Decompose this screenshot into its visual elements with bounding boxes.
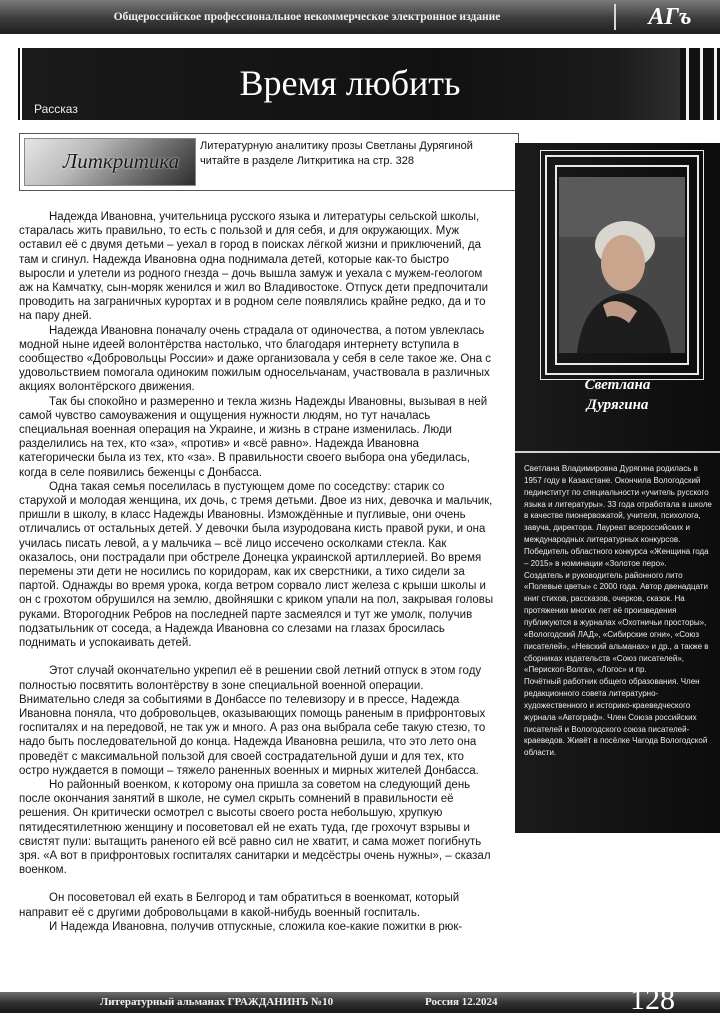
article-paragraph: Этот случай окончательно укрепил её в решении свой летний отпуск в этом году полностью посвятить волонтёрству в зоне специальной военной операции. Внимательно следя за событиями в Донбассе по телевизору и в прессе, Надежда Ивановна поняла, что добровольцев, оказывающих помощь раненым в прифронтовых госпиталях и на передовой, не так уж и много. А раз она выбрала себе такую стезю, то надо быть последовательной до конца. Надежда Ивановна решила, что это лето она проведёт с максимальной пользой для своей сострадательной души и для тех, кто остро нуждается в помощи – тяжело раненных военных и мирных жителей Донбасса. xyxy=(19,665,486,777)
author-first-name: Светлана xyxy=(584,377,651,393)
litkritika-logo-label: Литкритика xyxy=(63,149,180,173)
litkritika-logo xyxy=(24,138,196,186)
author-photo-frame xyxy=(545,155,699,375)
article-paragraph: Надежда Ивановна, учительница русского языка и литературы сельской школы, старалась жить правильно, то есть с пользой и для себя, и для окружающих. Муж оставил её с двумя детьми – уехал в город в поисках лёгкой жизни и приключений, да там и сгинул. Надежда Ивановна одна поднимала детей, которые как-то быстро выросли и улетели из родного гнезда – дочь вышла замуж и уехала с мужем-геологом аж на Камчатку, сын-моряк женился и жил во Владивостоке. Отпуск дети предпочитали проводить на заграничных курортах и в родном селе появлялись крайне редко, да и то на пару дней. xyxy=(19,211,489,323)
footer-almanac: Литературный альманах ГРАЖДАНИНЪ №10 xyxy=(100,996,334,1008)
article-paragraph: Надежда Ивановна поначалу очень страдала от одиночества, а потом увлеклась модной ныне идеей волонтёрства настолько, что благодаря интернету вступила в сообщество «Добровольцы России» и даже организовала у себя в селе такое же. Она с удовольствием помогала одиноким пожилым односельчанам, участвовала в различных акциях волонтёрского движения. xyxy=(19,324,492,394)
title-band xyxy=(18,48,720,120)
article-paragraph: Но районный военком, к которому она пришла за советом на следующий день после окончания занятий в школе, не сумел скрыть сомнений в правильности её решения. Он критически осмотрел с высоты своего роста небольшую, хрупкую пятидесятилетнюю женщину и посоветовал ей не ехать туда, где грохочут взрывы и свистят пули: вытащить раненого ей всё равно сил не хватит, и сама может погибнуть зря. «А вот в прифронтовых госпиталях санитарки и медсёстры очень нужны», – сказал военком. xyxy=(19,778,491,877)
bio-paragraph: Почётный работник общего образования. Член редакционного совета литературно-художественного и историко-краеведческого журнала «Автограф». Член Союза российских писателей и Вологодского союза писателей-краеведов. Живёт в посёлке Чагода Вологодской области. xyxy=(524,677,708,758)
footer-bar xyxy=(0,992,720,1013)
title-band-stripes xyxy=(680,48,720,120)
publication-line: Общероссийское профессиональное некоммерческое электронное издание xyxy=(113,11,501,23)
bio-divider xyxy=(515,451,720,453)
litkritika-note: Литературную аналитику прозы Светланы Дурягиной читайте в разделе Литкритика на стр. 328 xyxy=(200,140,473,167)
article-paragraph: И Надежда Ивановна, получив отпускные, сложила кое-какие пожитки в рюк- xyxy=(49,920,463,933)
article-paragraph: Одна такая семья поселилась в пустующем доме по соседству: старик со старухой и молодая женщина, их дочь, с тремя детьми. Двое из них, девочка и мальчик, пришли в школу, в класс Надежды Ивановны. Измождённые и пугливые, они очень отличались от остальных детей. У девочки была изуродована кисть правой руки, и она училась писать левой, а у мальчика – всё лицо иссечено осколками стекла. Как оказалось, они пострадали при обстреле Донецка украинской артиллерией. Во время перемены эти дети не носились по коридорам, как их сверстники, а тихо сидели за партой. Однажды во время урока, когда ветром сорвало лист железа с крыши школы и он с грохотом обрушился на землю, двойняшки с криком упали на пол, закрывая головы руками. Второгодник Ребров на последней парте засмеялся и тут же умолк, получив подзатыльник от соседа, а Надежда Ивановна со слезами на глазах бросилась поднимать и успокаивать детей. xyxy=(19,480,494,650)
author-bio xyxy=(524,463,714,759)
litkritika-reference-box xyxy=(19,133,519,191)
page-number: 128 xyxy=(630,983,675,1016)
bio-paragraph: Светлана Владимировна Дурягина родилась в 1957 году в Казахстане. Окончила Вологодский пединститут по специальности «учитель русского языка и литературы». 33 года отработала в школе в качестве пионервожатой, учителя, психолога, завуча, директора. Лауреат всероссийских и международных литературных конкурсов. Победитель областного конкурса «Женщина года – 2015» в номинации «Золотое перо». xyxy=(524,464,712,568)
magazine-logo: АГъ xyxy=(648,4,692,30)
author-portrait xyxy=(559,177,685,353)
article-paragraph: Он посоветовал ей ехать в Белгород и там обратиться в военкомат, который направит её с другими добровольцами в какой-нибудь военный госпиталь. xyxy=(19,892,460,919)
rubric-label: Рассказ xyxy=(34,102,78,116)
footer-date: Россия 12.2024 xyxy=(425,996,498,1008)
page-title: Время любить xyxy=(239,63,461,103)
author-last-name: Дурягина xyxy=(586,397,649,413)
article-body xyxy=(19,210,495,934)
header-divider xyxy=(614,4,616,30)
portrait-image xyxy=(559,177,685,353)
author-name xyxy=(515,375,720,415)
top-header-bar xyxy=(0,0,720,34)
author-sidebar xyxy=(515,143,720,833)
article-paragraph: Так бы спокойно и размеренно и текла жизнь Надежды Ивановны, вызывая в ней самой чувство самоуважения и ощущения нужности людям, но тут началась специальная военная операция на Украине, и жизнь в стране изменилась. Люди разделились на тех, кто «за», «против» и «всё равно». Надежда Ивановна категорически была из тех, кто «за». В правильности своего выбора она убедилась, когда в селе появились беженцы с Донбасса. xyxy=(19,395,488,479)
bio-paragraph: Создатель и руководитель районного лито «Полевые цветы» с 2000 года. Автор двенадцати книг стихов, рассказов, очерков, сказок. На протяжении многих лет её произведения публикуются в журналах «Охотничьи просторы», «Вологодский ЛАД», «Сибирские огни», «Союз писателей», «Невский альманах» и др., а также в сборниках издательств «Союз писателей», «Перископ-Волга», «Логос» и пр. xyxy=(524,570,709,675)
